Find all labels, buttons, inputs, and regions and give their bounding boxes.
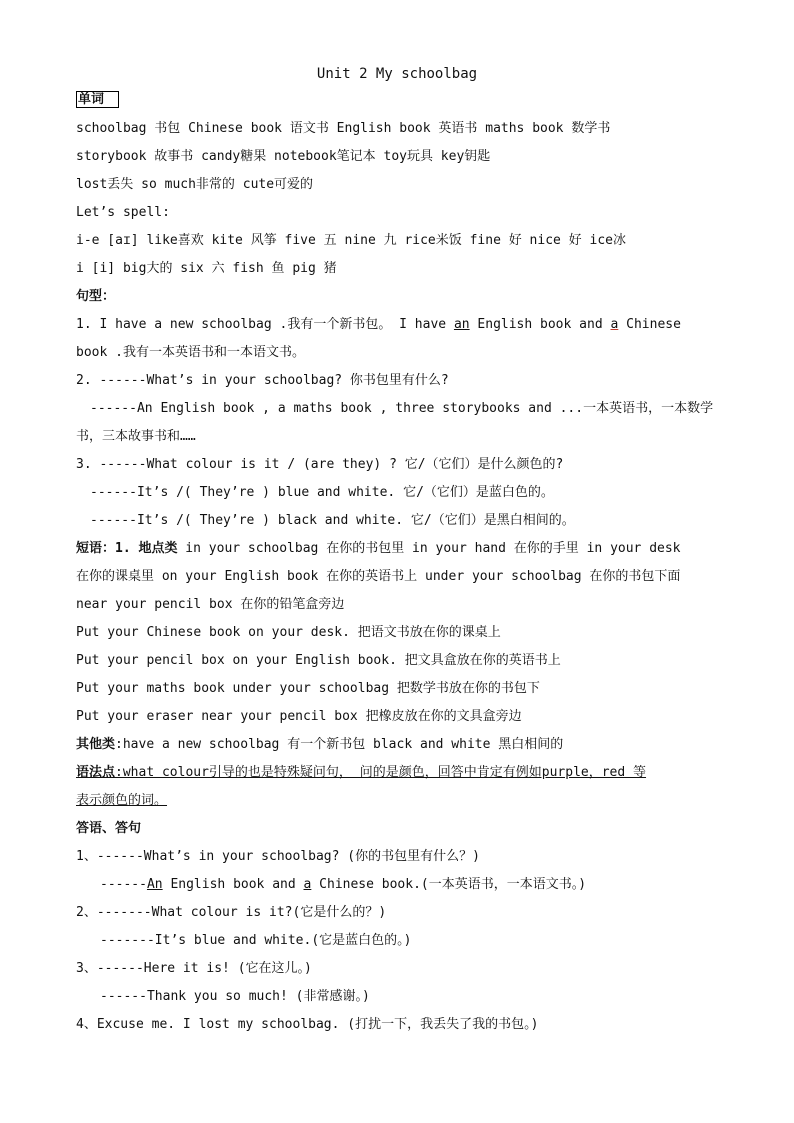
sentence-1-part-a: 1. I have a new schoolbag .我有一个新书包。 I have xyxy=(76,317,454,332)
phrases-line-5: Put your pencil box on your English book. 把文具盒放在你的英语书上 xyxy=(76,653,561,668)
section-words-heading xyxy=(76,90,756,110)
sentence-1 xyxy=(76,315,756,335)
dialog-1-answer xyxy=(100,875,780,895)
dialog-3-answer: ------Thank you so much! (非常感谢。) xyxy=(100,989,370,1004)
dialog-2-answer: -------It’s blue and white.(它是蓝白色的。) xyxy=(100,933,412,948)
other-heading: 其他类 xyxy=(76,737,116,752)
dialog-1-a: a xyxy=(303,877,312,892)
dialog-1-question: 1、------What’s in your schoolbag? (你的书包里有什么？) xyxy=(76,849,480,864)
sentence-2-question: 2. ------What’s in your schoolbag? 你书包里有什么? xyxy=(76,373,449,388)
sentences-heading: 句型： xyxy=(76,289,116,304)
sentence-1-part-c: Chinese xyxy=(618,317,681,332)
sentence-2-answer: ------An English book , a maths book , three storybooks and ...一本英语书，一本数学 xyxy=(90,401,714,416)
phrases-line-2: 在你的课桌里 on your English book 在你的英语书上 under your schoolbag 在你的书包下面 xyxy=(76,569,681,584)
spell-heading: Let’s spell: xyxy=(76,205,170,220)
sentence-3-answer-2: ------It’s /( They’re ) black and white. 它/（它们）是黑白相间的。 xyxy=(90,513,575,528)
sentence-1-a: a xyxy=(610,317,619,332)
sentence-1-part-b: English book and xyxy=(469,317,611,332)
dialog-1-dash: ------ xyxy=(100,877,147,892)
sentence-2-answer-line-2: 书，三本故事书和…… xyxy=(76,429,196,444)
other-phrases xyxy=(76,735,756,755)
dialog-2-question: 2、-------What colour is it?(它是什么的？) xyxy=(76,905,387,920)
words-box-label: 单词 xyxy=(76,91,119,108)
grammar-heading: 语法点 xyxy=(76,765,116,780)
phrases-location-1: in your schoolbag 在你的书包里 in your hand 在你的手里 in your desk xyxy=(177,541,681,556)
dialog-1-post: Chinese book.(一本英语书，一本语文书。) xyxy=(311,877,587,892)
dialog-4: 4、Excuse me. I lost my schoolbag. (打扰一下，我丢失了我的书包。) xyxy=(76,1017,539,1032)
phrases-line-3: near your pencil box 在你的铅笔盒旁边 xyxy=(76,597,345,612)
other-content: :have a new schoolbag 有一个新书包 black and white 黑白相间的 xyxy=(115,737,564,752)
dialog-1-mid: English book and xyxy=(162,877,304,892)
dialog-heading: 答语、答句 xyxy=(76,821,142,836)
phrases-line-4: Put your Chinese book on your desk. 把语文书放在你的课桌上 xyxy=(76,625,501,640)
phrases-heading: 短语：1. 地点类 xyxy=(76,541,178,556)
dialog-1-an: An xyxy=(146,877,163,892)
vocab-line-2: storybook 故事书 candy糖果 notebook笔记本 toy玩具 key钥匙 xyxy=(76,149,491,164)
sentence-1-line-2: book .我有一本英语书和一本语文书。 xyxy=(76,345,305,360)
grammar-line-2: 表示颜色的词。 xyxy=(76,793,168,808)
grammar-content: :what colour引导的也是特殊疑问句， 问的是颜色，回答中肯定有例如purple，red 等 xyxy=(115,765,647,780)
phrases-line-1 xyxy=(76,539,756,559)
sentence-1-an: an xyxy=(453,317,470,332)
page-title: Unit 2 My schoolbag xyxy=(316,66,478,82)
phrases-line-6: Put your maths book under your schoolbag 把数学书放在你的书包下 xyxy=(76,681,540,696)
dialog-3-question: 3、------Here it is! (它在这儿。) xyxy=(76,961,312,976)
spell-line-1: i-e [aɪ] like喜欢 kite 风筝 five 五 nine 九 rice米饭 fine 好 nice 好 ice冰 xyxy=(76,233,626,248)
sentence-3-question: 3. ------What colour is it / (are they) ? 它/（它们）是什么颜色的? xyxy=(76,457,564,472)
phrases-line-7: Put your eraser near your pencil box 把橡皮放在你的文具盒旁边 xyxy=(76,709,522,724)
vocab-line-1: schoolbag 书包 Chinese book 语文书 English book 英语书 maths book 数学书 xyxy=(76,121,611,136)
vocab-line-3: lost丢失 so much非常的 cute可爱的 xyxy=(76,177,314,192)
sentence-3-answer-1: ------It’s /( They’re ) blue and white. 它/（它们）是蓝白色的。 xyxy=(90,485,554,500)
grammar-line-1 xyxy=(76,763,756,783)
spell-line-2: i [i] big大的 six 六 fish 鱼 pig 猪 xyxy=(76,261,337,276)
